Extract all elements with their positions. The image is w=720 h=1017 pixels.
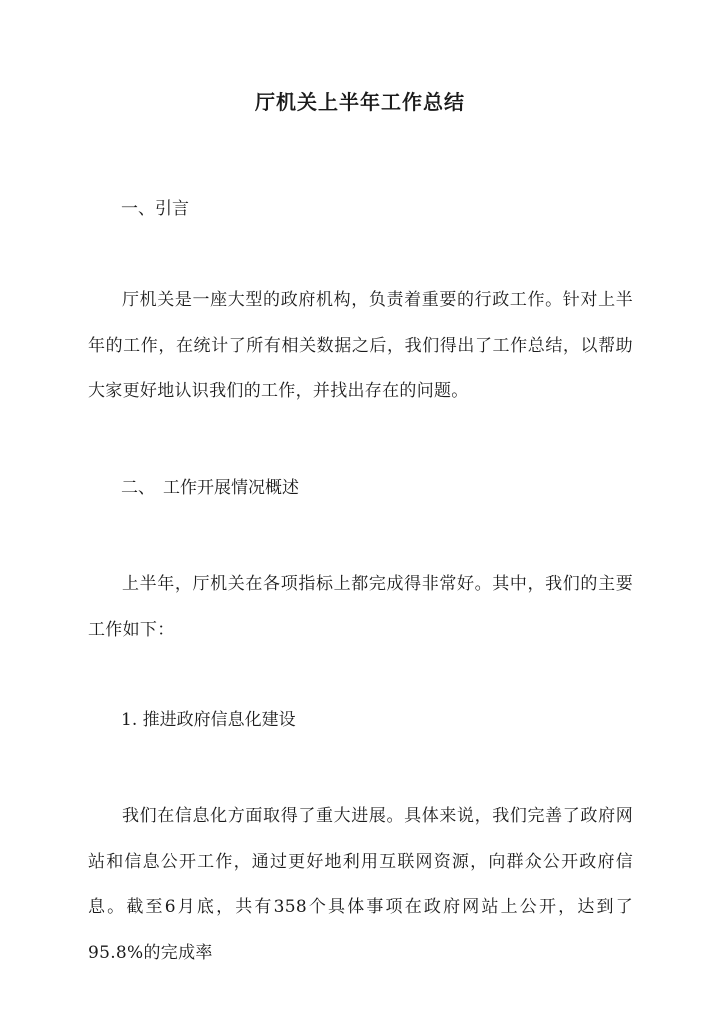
document-title: 厅机关上半年工作总结 <box>255 90 465 114</box>
section-heading-introduction: 一、引言 <box>121 199 189 219</box>
paragraph-informatization: 我们在信息化方面取得了重大进展。具体来说，我们完善了政府网站和信息公开工作，通过更好地利用互联网资源，向群众公开政府信息。截至6月底，共有358个具体事项在政府网站上公开，达到了95.8%的完成率 <box>88 806 633 963</box>
subsection-heading-informatization: 1. 推进政府信息化建设 <box>121 710 296 730</box>
paragraph-work-overview: 上半年，厅机关在各项指标上都完成得非常好。其中，我们的主要工作如下： <box>88 574 633 640</box>
section-heading-text: 工作开展情况概述 <box>163 478 299 498</box>
paragraph-introduction: 厅机关是一座大型的政府机构，负责着重要的行政工作。针对上半年的工作，在统计了所有相关数据之后，我们得出了工作总结，以帮助大家更好地认识我们的工作，并找出存在的问题。 <box>88 290 633 401</box>
section-heading-work-overview <box>121 474 299 502</box>
section-heading-number: 二、 <box>121 478 155 498</box>
